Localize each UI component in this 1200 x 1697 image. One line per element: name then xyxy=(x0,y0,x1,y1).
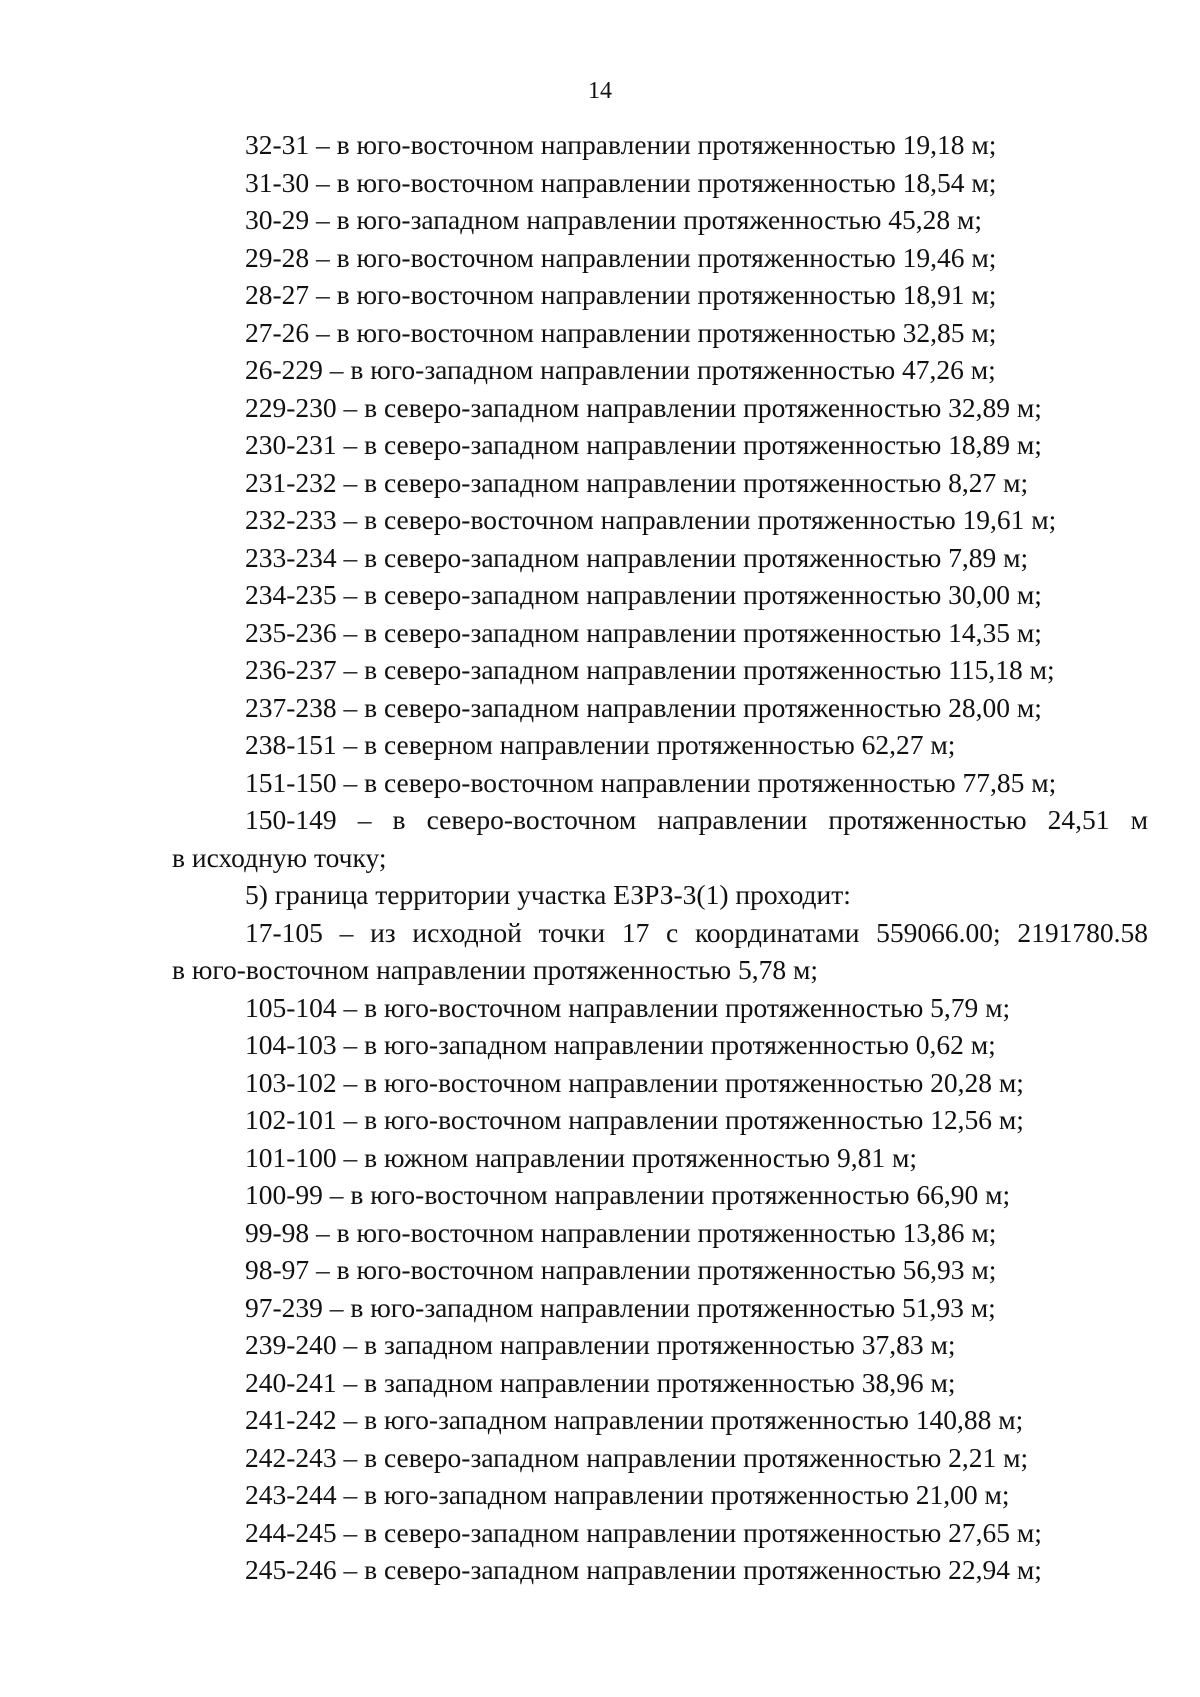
text-line: 242-243 – в северо-западном направлении протяженностью 2,21 м; xyxy=(245,1441,1029,1473)
text-line: 30-29 – в юго-западном направлении протяженностью 45,28 м; xyxy=(245,204,983,235)
text-line: 237-238 – в северо-западном направлении протяженностью 28,00 м; xyxy=(245,691,1042,723)
text-line: 151-150 – в северо-восточном направлении протяженностью 77,85 м; xyxy=(245,766,1057,798)
text-line: 31-30 – в юго-восточном направлении протяженностью 18,54 м; xyxy=(245,166,997,198)
text-line: 236-237 – в северо-западном направлении протяженностью 115,18 м; xyxy=(245,654,1055,685)
text-line: 232-233 – в северо-восточном направлении протяженностью 19,61 м; xyxy=(245,504,1057,535)
text-line: в исходную точку; xyxy=(172,841,387,873)
text-line: 99-98 – в юго-восточном направлении протяженностью 13,86 м; xyxy=(245,1216,997,1248)
text-line: 5) граница территории участка ЕЗРЗ-3(1) проходит: xyxy=(245,879,851,910)
text-line: 234-235 – в северо-западном направлении протяженностью 30,00 м; xyxy=(245,579,1042,610)
text-line: 28-27 – в юго-восточном направлении протяженностью 18,91 м; xyxy=(245,279,997,310)
text-line: 29-28 – в юго-восточном направлении протяженностью 19,46 м; xyxy=(245,241,997,273)
text-line: 26-229 – в юго-западном направлении протяженностью 47,26 м; xyxy=(245,354,996,385)
text-line: 233-234 – в северо-западном направлении протяженностью 7,89 м; xyxy=(245,541,1029,573)
text-line: 230-231 – в северо-западном направлении протяженностью 18,89 м; xyxy=(245,429,1042,460)
text-line: 105-104 – в юго-восточном направлении протяженностью 5,79 м; xyxy=(245,991,1011,1023)
page-number: 14 xyxy=(588,78,612,104)
text-line: 239-240 – в западном направлении протяженностью 37,83 м; xyxy=(245,1329,956,1360)
text-line: в юго-восточном направлении протяженностью 5,78 м; xyxy=(172,954,818,985)
text-line: 231-232 – в северо-западном направлении протяженностью 8,27 м; xyxy=(245,466,1029,498)
text-line: 32-31 – в юго-восточном направлении протяженностью 19,18 м; xyxy=(245,129,997,160)
text-line: 97-239 – в юго-западном направлении протяженностью 51,93 м; xyxy=(245,1291,996,1323)
text-line: 17-105 – из исходной точки 17 с координатами 559066.00; 2191780.58 xyxy=(245,916,1148,948)
text-line: 240-241 – в западном направлении протяженностью 38,96 м; xyxy=(245,1366,956,1398)
text-line: 102-101 – в юго-восточном направлении протяженностью 12,56 м; xyxy=(245,1104,1024,1135)
text-line: 241-242 – в юго-западном направлении протяженностью 140,88 м; xyxy=(245,1404,1024,1435)
text-line: 98-97 – в юго-восточном направлении протяженностью 56,93 м; xyxy=(245,1254,997,1285)
text-line: 244-245 – в северо-западном направлении протяженностью 27,65 м; xyxy=(245,1516,1042,1548)
text-line: 103-102 – в юго-восточном направлении протяженностью 20,28 м; xyxy=(245,1066,1024,1098)
text-line: 101-100 – в южном направлении протяженностью 9,81 м; xyxy=(245,1141,918,1173)
text-line: 100-99 – в юго-восточном направлении протяженностью 66,90 м; xyxy=(245,1179,1011,1210)
text-line: 235-236 – в северо-западном направлении протяженностью 14,35 м; xyxy=(245,616,1042,648)
text-line: 245-246 – в северо-западном направлении протяженностью 22,94 м; xyxy=(245,1554,1042,1585)
text-line: 27-26 – в юго-восточном направлении протяженностью 32,85 м; xyxy=(245,316,997,348)
text-line: 238-151 – в северном направлении протяженностью 62,27 м; xyxy=(245,729,956,760)
text-line: 104-103 – в юго-западном направлении протяженностью 0,62 м; xyxy=(245,1029,996,1060)
text-line: 150-149 – в северо-восточном направлении протяженностью 24,51 м xyxy=(245,804,1148,835)
document-body xyxy=(172,126,1148,1589)
text-line: 229-230 – в северо-западном направлении протяженностью 32,89 м; xyxy=(245,391,1042,423)
text-line: 243-244 – в юго-западном направлении протяженностью 21,00 м; xyxy=(245,1479,1010,1510)
